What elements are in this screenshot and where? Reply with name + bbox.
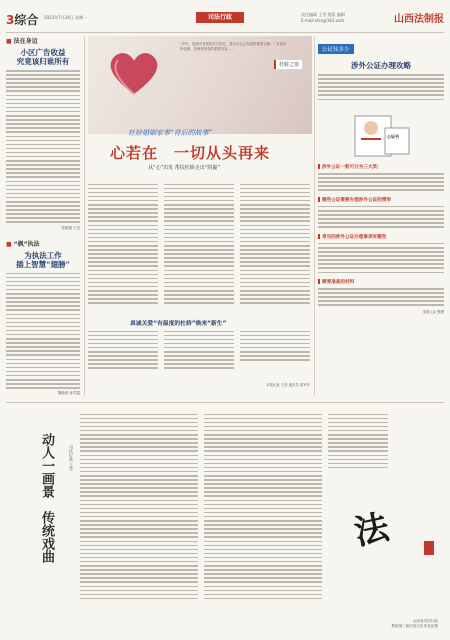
article-body-text: [88, 181, 158, 306]
article-byline: 本报记者 王莹 通讯员 姜军华: [266, 383, 310, 387]
page-number: 3综合: [6, 13, 39, 27]
issue-date: 2023年7月24日 星期一: [44, 15, 88, 20]
article-title: 为执法工作 插上智慧“翅膀”: [16, 250, 70, 269]
article-byline: 张晓娟 王莹: [61, 225, 80, 230]
page-header: [6, 6, 444, 33]
article-title: 小区广告收益 究竟该归谁所有: [16, 48, 70, 66]
certificate-label: 公证书: [387, 134, 399, 140]
article-body-text: [240, 328, 310, 363]
article-subtitle: 真诚关爱“有温度的杜娇”焕来“新生”: [130, 321, 227, 327]
column-name: 司法行政: [196, 12, 244, 23]
subsection-heading: 常见的涉外公证办理事项有哪些: [318, 234, 444, 240]
hero-quote: “乡村，是城市发展的后方依托，是经济社会发展的重要支撑。” 矛盾纠纷化解，是枫桥经验的重要内容……: [180, 42, 287, 51]
left-column: [6, 36, 80, 396]
article-body-text: [164, 328, 234, 372]
bottom-feature: [6, 402, 444, 635]
article-body-text: [240, 181, 310, 306]
artwork-credit: 山西省司法行政 系统第二届法治文化作品征集: [391, 619, 438, 628]
article-subhead: 从“心”出发 帮扶杜娇走出“阴霾”: [148, 165, 220, 171]
article-body-text: [80, 411, 198, 602]
article-title: 涉外公证办理攻略: [351, 61, 411, 70]
editor-info: 责任编辑 王莹 组版 编辑 E-mail:sfxz@163.com: [301, 12, 345, 23]
subsection-heading: 涉外公证一般可分为三大类：: [318, 164, 444, 170]
vertical-title: 动人一画景 传统戏曲: [39, 433, 54, 563]
section-tag: ■ “枫”执法: [6, 239, 80, 248]
article-byline: 魏晓燕 孙雪霞: [57, 391, 80, 396]
column-divider: [314, 36, 315, 396]
feature-article: [88, 36, 312, 396]
article-byline: 来源公众 整理: [422, 309, 444, 314]
article-body-text: [88, 328, 158, 372]
article-body-text: [204, 411, 322, 602]
article-body-text: [318, 74, 444, 100]
article-body-text: [6, 273, 80, 389]
paper-heart-illustration: [106, 48, 162, 98]
hero-image: [88, 36, 312, 134]
article-body-text: [318, 173, 444, 191]
feature-tag: 杜娇之窗: [274, 60, 302, 69]
article-headline: 心若在 一切从头再来: [110, 144, 271, 162]
vertical-byline: 司法行政 王莹: [69, 445, 74, 471]
article-kicker: 杜娇婚姻家事“背后的故事”: [128, 129, 213, 137]
notary-illustration: [349, 106, 413, 158]
section-tag: ■ 法在身边: [6, 36, 80, 45]
red-seal-stamp: [424, 541, 434, 555]
article-body-text: [6, 70, 80, 223]
article-body-text: [318, 243, 444, 273]
article-body-text: [164, 181, 234, 306]
article-body-text: [328, 411, 388, 471]
right-column: [318, 36, 444, 396]
calligraphy-character: 法: [350, 508, 387, 554]
newspaper-brand: 山西法制报: [394, 14, 444, 25]
notary-document-icon: [349, 106, 413, 158]
article-body-text: [318, 288, 444, 306]
calligraphy-artwork: [350, 493, 440, 613]
column-tag: 公证知多少: [318, 44, 354, 54]
column-divider: [84, 36, 85, 396]
subsection-heading: 需要准备的材料: [318, 279, 444, 285]
article-body-text: [318, 206, 444, 228]
subsection-heading: 哪些公证需要办理涉外公证的情形: [318, 197, 444, 203]
